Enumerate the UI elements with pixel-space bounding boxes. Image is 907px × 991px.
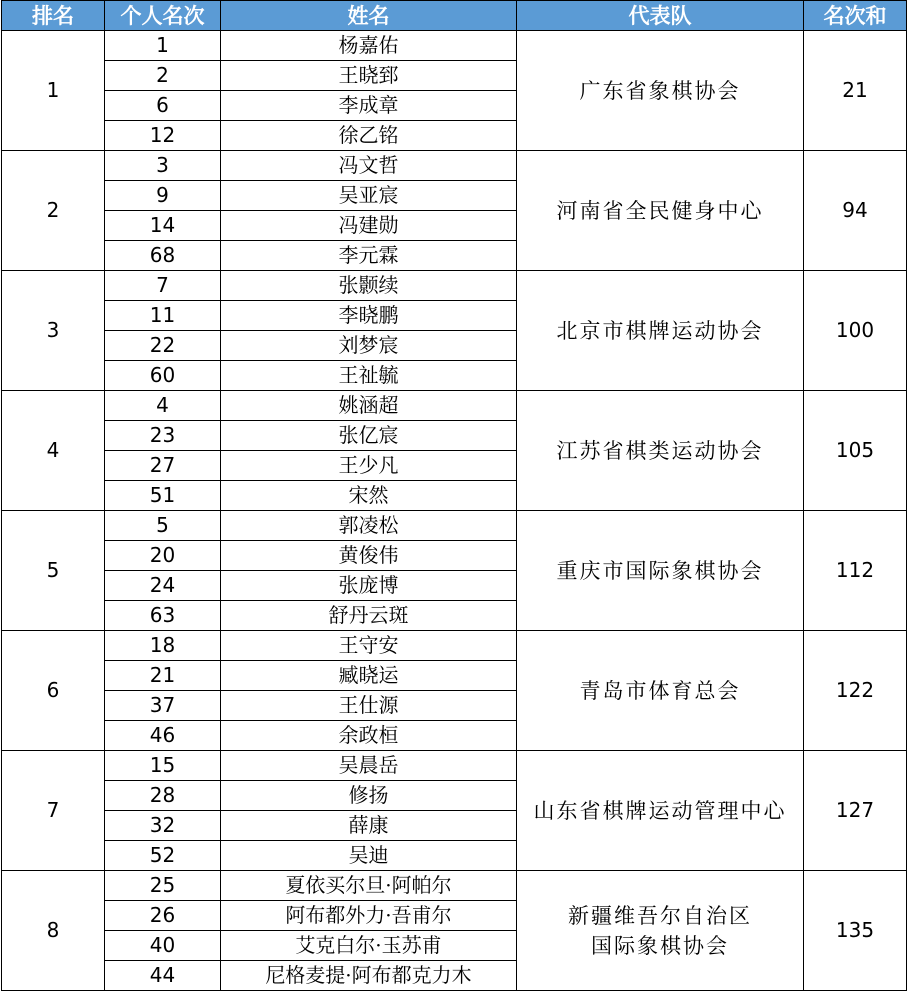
- player-name-cell: 李元霖: [221, 241, 517, 271]
- team-name-cell: [517, 31, 804, 151]
- place-sum-cell: 21: [804, 31, 907, 151]
- player-name-cell: 黄俊伟: [221, 541, 517, 571]
- place-sum-cell: 127: [804, 751, 907, 871]
- table-row: [2, 271, 907, 301]
- player-name-cell: 余政桓: [221, 721, 517, 751]
- team-name-line: 江苏省棋类运动协会: [556, 438, 764, 463]
- team-rank-cell: 7: [2, 751, 105, 871]
- player-name-cell: 吴迪: [221, 841, 517, 871]
- individual-place-cell: 1: [105, 31, 221, 61]
- team-name-line: 河南省全民健身中心: [556, 198, 764, 223]
- team-name-cell: [517, 391, 804, 511]
- player-name-cell: 徐乙铭: [221, 121, 517, 151]
- team-name-cell: [517, 631, 804, 751]
- player-name-cell: 刘梦宸: [221, 331, 517, 361]
- player-name-cell: 吴亚宸: [221, 181, 517, 211]
- player-name-cell: 冯建勋: [221, 211, 517, 241]
- team-rank-cell: 6: [2, 631, 105, 751]
- table-row: [2, 31, 907, 61]
- individual-place-cell: 52: [105, 841, 221, 871]
- player-name-cell: 王晓郅: [221, 61, 517, 91]
- team-ranking-table: [1, 0, 907, 991]
- player-name-cell: 艾克白尔·玉苏甫: [221, 931, 517, 961]
- table-row: [2, 151, 907, 181]
- individual-place-cell: 46: [105, 721, 221, 751]
- player-name-cell: 尼格麦提·阿布都克力木: [221, 961, 517, 991]
- team-name-cell: [517, 271, 804, 391]
- individual-place-cell: 24: [105, 571, 221, 601]
- player-name-cell: 修扬: [221, 781, 517, 811]
- individual-place-cell: 5: [105, 511, 221, 541]
- individual-place-cell: 68: [105, 241, 221, 271]
- place-sum-cell: 112: [804, 511, 907, 631]
- player-name-cell: 吴晨岳: [221, 751, 517, 781]
- player-name-cell: 薛康: [221, 811, 517, 841]
- individual-place-cell: 21: [105, 661, 221, 691]
- place-sum-cell: 94: [804, 151, 907, 271]
- player-name-cell: 舒丹云斑: [221, 601, 517, 631]
- individual-place-cell: 14: [105, 211, 221, 241]
- header-name: 姓名: [221, 1, 517, 31]
- team-rank-cell: 3: [2, 271, 105, 391]
- table-row: [2, 391, 907, 421]
- individual-place-cell: 23: [105, 421, 221, 451]
- individual-place-cell: 3: [105, 151, 221, 181]
- individual-place-cell: 2: [105, 61, 221, 91]
- team-name-cell: [517, 151, 804, 271]
- player-name-cell: 郭凌松: [221, 511, 517, 541]
- player-name-cell: 阿布都外力·吾甫尔: [221, 901, 517, 931]
- player-name-cell: 王仕源: [221, 691, 517, 721]
- individual-place-cell: 27: [105, 451, 221, 481]
- team-name-cell: [517, 751, 804, 871]
- team-rank-cell: 2: [2, 151, 105, 271]
- individual-place-cell: 37: [105, 691, 221, 721]
- team-name-cell: [517, 871, 804, 991]
- header-row: [2, 1, 907, 31]
- individual-place-cell: 11: [105, 301, 221, 331]
- player-name-cell: 冯文哲: [221, 151, 517, 181]
- player-name-cell: 宋然: [221, 481, 517, 511]
- header-individual-place: 个人名次: [105, 1, 221, 31]
- individual-place-cell: 6: [105, 91, 221, 121]
- individual-place-cell: 7: [105, 271, 221, 301]
- player-name-cell: 杨嘉佑: [221, 31, 517, 61]
- individual-place-cell: 51: [105, 481, 221, 511]
- header-rank: 排名: [2, 1, 105, 31]
- individual-place-cell: 15: [105, 751, 221, 781]
- individual-place-cell: 32: [105, 811, 221, 841]
- team-name-line: 重庆市国际象棋协会: [556, 558, 764, 583]
- place-sum-cell: 105: [804, 391, 907, 511]
- team-name-line: 广东省象棋协会: [579, 78, 741, 103]
- individual-place-cell: 12: [105, 121, 221, 151]
- player-name-cell: 夏依买尔旦·阿帕尔: [221, 871, 517, 901]
- individual-place-cell: 44: [105, 961, 221, 991]
- team-name-cell: [517, 511, 804, 631]
- team-name-line: 北京市棋牌运动协会: [556, 318, 764, 343]
- team-name-line: 国际象棋协会: [591, 933, 729, 958]
- individual-place-cell: 9: [105, 181, 221, 211]
- player-name-cell: 张亿宸: [221, 421, 517, 451]
- header-place-sum: 名次和: [804, 1, 907, 31]
- player-name-cell: 李晓鹏: [221, 301, 517, 331]
- player-name-cell: 臧晓运: [221, 661, 517, 691]
- individual-place-cell: 22: [105, 331, 221, 361]
- player-name-cell: 张庞博: [221, 571, 517, 601]
- individual-place-cell: 26: [105, 901, 221, 931]
- individual-place-cell: 4: [105, 391, 221, 421]
- table-body: [2, 31, 907, 991]
- table-row: [2, 511, 907, 541]
- table-row: [2, 751, 907, 781]
- table-row: [2, 631, 907, 661]
- player-name-cell: 张颢续: [221, 271, 517, 301]
- team-rank-cell: 5: [2, 511, 105, 631]
- individual-place-cell: 25: [105, 871, 221, 901]
- table-row: [2, 871, 907, 901]
- player-name-cell: 姚涵超: [221, 391, 517, 421]
- place-sum-cell: 122: [804, 631, 907, 751]
- individual-place-cell: 18: [105, 631, 221, 661]
- player-name-cell: 王祉毓: [221, 361, 517, 391]
- team-rank-cell: 8: [2, 871, 105, 991]
- place-sum-cell: 135: [804, 871, 907, 991]
- individual-place-cell: 60: [105, 361, 221, 391]
- team-name-line: 山东省棋牌运动管理中心: [533, 798, 787, 823]
- individual-place-cell: 20: [105, 541, 221, 571]
- header-team: 代表队: [517, 1, 804, 31]
- individual-place-cell: 40: [105, 931, 221, 961]
- player-name-cell: 王守安: [221, 631, 517, 661]
- team-name-line: 青岛市体育总会: [579, 678, 741, 703]
- individual-place-cell: 28: [105, 781, 221, 811]
- team-name-line: 新疆维吾尔自治区: [568, 903, 752, 928]
- place-sum-cell: 100: [804, 271, 907, 391]
- team-rank-cell: 1: [2, 31, 105, 151]
- individual-place-cell: 63: [105, 601, 221, 631]
- player-name-cell: 李成章: [221, 91, 517, 121]
- player-name-cell: 王少凡: [221, 451, 517, 481]
- team-rank-cell: 4: [2, 391, 105, 511]
